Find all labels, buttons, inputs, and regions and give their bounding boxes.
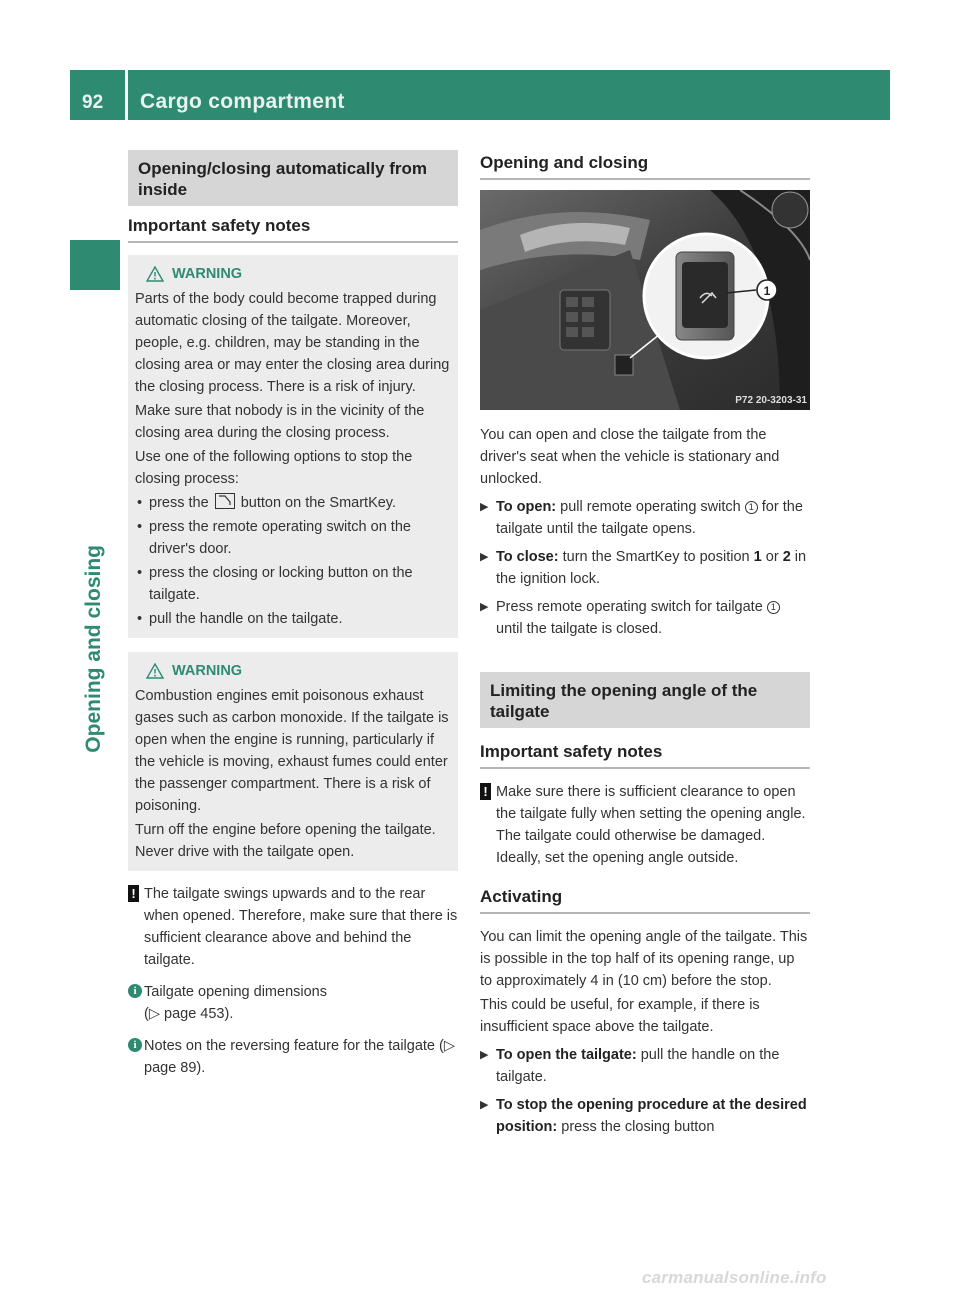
warning-paragraph: Turn off the engine before opening the tailgate. Never drive with the tailgate open. [135, 822, 436, 860]
position-number: 2 [782, 549, 791, 565]
step-text: pull the handle on the tailgate. [496, 1047, 780, 1085]
photo-caption: P72 20-3203-31 [735, 395, 807, 406]
step-text: or [765, 549, 779, 565]
warning-box-trapping [128, 255, 458, 638]
side-tab [82, 545, 112, 753]
warning-triangle-icon [146, 663, 164, 679]
warning-header [135, 660, 451, 682]
step-text: in the ignition lock. [496, 549, 807, 587]
caution-note [480, 781, 810, 869]
right-column [480, 150, 810, 1138]
bullet-item [135, 492, 451, 514]
page-reference-link[interactable]: (▷ page 453). [144, 1006, 234, 1022]
warning-paragraph: Parts of the body could become trapped during automatic closing of the tailgate. Moreover, people, e.g. children, may be standing in the closing area or may enter the closing area during the closing process. There is a risk of injury. [135, 291, 450, 395]
heading-activating: Activating [480, 887, 810, 914]
bullet-item: • pull the handle on the tailgate. [135, 608, 451, 630]
callout-number-ref: 1 [745, 501, 758, 514]
exclamation-icon: ! [480, 783, 491, 800]
heading-important-safety-notes-2: Important safety notes [480, 742, 810, 769]
side-tab-marker [70, 240, 120, 290]
smartkey-tailgate-icon [215, 493, 235, 509]
activating-paragraph: This could be useful, for example, if there is insufficient space above the tailgate. [480, 997, 760, 1035]
footer-watermark: carmanualsonline.info [642, 1268, 827, 1287]
side-tab-label: Opening and closing [82, 545, 105, 753]
step-label: To close: [496, 549, 559, 565]
step-close [480, 546, 810, 590]
caution-note [128, 883, 458, 971]
callout-number-ref: 1 [767, 601, 780, 614]
step-text: for the tailgate until the tailgate opens. [496, 499, 803, 537]
warning-paragraph: Combustion engines emit poisonous exhaust gases such as carbon monoxide. If the tailgate is open when the engine is running, particularly if the vehicle is moving, exhaust fumes could enter the passenger compartment. There is a risk of poisoning. [135, 688, 449, 814]
exclamation-icon: ! [128, 885, 139, 902]
note-text: The tailgate swings upwards and to the rear when opened. Therefore, make sure that there is sufficient clearance above and behind the tailgate. [144, 886, 458, 968]
intro-paragraph: You can open and close the tailgate from the driver's seat when the vehicle is stationary and unlocked. [480, 427, 780, 487]
bullet-item: • press the closing or locking button on the tailgate. [135, 562, 451, 606]
heading-opening-closing-automatically: Opening/closing automatically from inside [128, 150, 458, 206]
position-number: 1 [753, 549, 762, 565]
step-label: To stop the opening procedure at the desired position: [496, 1097, 807, 1135]
warning-label: WARNING [172, 663, 243, 679]
warning-header [135, 263, 451, 285]
warning-box-exhaust [128, 652, 458, 871]
callout-number: 1 [763, 284, 771, 298]
bullet-text: button on the SmartKey. [240, 495, 397, 511]
step-open-tailgate [480, 1044, 810, 1088]
warning-paragraph: Use one of the following options to stop the closing process: [135, 449, 413, 487]
warning-label: WARNING [172, 266, 243, 282]
info-icon: i [128, 984, 142, 998]
step-text: until the tailgate is closed. [496, 621, 663, 637]
door-panel-illustration [480, 190, 810, 410]
page-number: 92 [82, 92, 104, 113]
heading-opening-and-closing: Opening and closing [480, 153, 810, 180]
heading-important-safety-notes: Important safety notes [128, 216, 458, 243]
step-open [480, 496, 810, 540]
info-text: Notes on the reversing feature for the tailgate (▷ page 89). [144, 1038, 455, 1076]
step-label: To open the tailgate: [496, 1047, 637, 1063]
heading-limiting-opening-angle: Limiting the opening angle of the tailgate [480, 672, 810, 728]
door-switch-photo [480, 190, 810, 410]
bullet-text: press the [149, 495, 209, 511]
warning-paragraph: Make sure that nobody is in the vicinity of the closing area during the closing process. [135, 403, 425, 441]
activating-paragraph: You can limit the opening angle of the tailgate. This is possible in the top half of its opening range, up to approximately 4 in (10 cm) before the stop. [480, 929, 808, 989]
info-icon: i [128, 1038, 142, 1052]
info-text: Tailgate opening dimensions [144, 984, 327, 1000]
step-text: turn the SmartKey to position [562, 549, 750, 565]
info-note [128, 1035, 458, 1079]
step-text: press the closing button [561, 1119, 715, 1135]
left-column [128, 150, 458, 1079]
header-divider [125, 70, 128, 120]
step-label: To open: [496, 499, 557, 515]
note-text: Make sure there is sufficient clearance to open the tailgate fully when setting the opening angle. The tailgate could otherwise be damaged. Ideally, set the opening angle outside. [496, 784, 806, 866]
info-note [128, 981, 458, 1025]
section-title: Cargo compartment [140, 90, 345, 113]
bullet-item: • press the remote operating switch on the driver's door. [135, 516, 451, 560]
warning-triangle-icon [146, 266, 164, 282]
step-text: Press remote operating switch for tailgate [496, 599, 763, 615]
step-press-switch [480, 596, 810, 640]
step-stop-opening [480, 1094, 810, 1138]
step-text: pull remote operating switch [560, 499, 741, 515]
